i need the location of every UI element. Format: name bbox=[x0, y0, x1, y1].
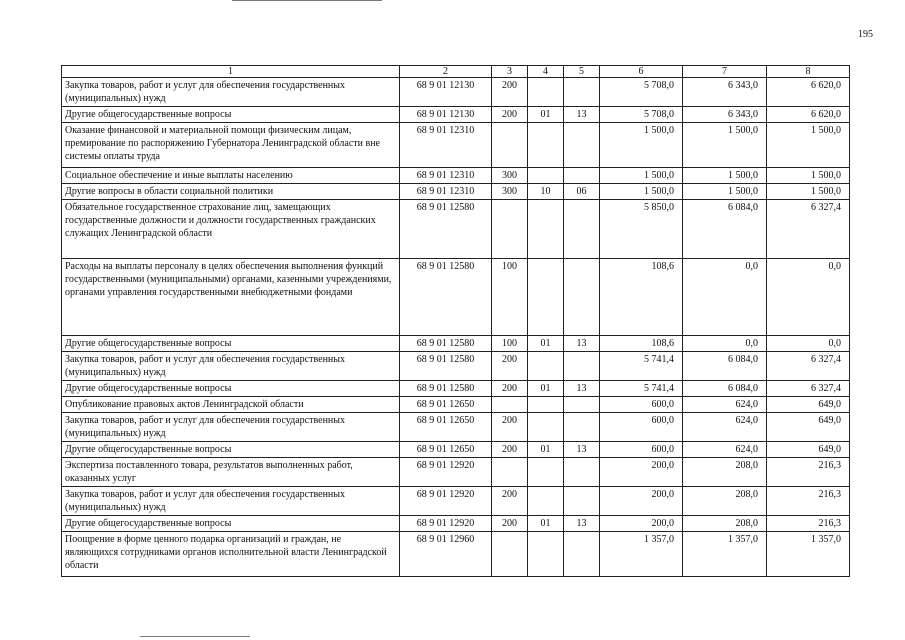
row-amount-col7: 208,0 bbox=[683, 458, 767, 487]
row-expense-type bbox=[492, 200, 528, 259]
row-description: Опубликование правовых актов Ленинградской области bbox=[62, 397, 400, 413]
row-expense-type: 300 bbox=[492, 168, 528, 184]
row-amount-col8: 0,0 bbox=[767, 259, 850, 336]
row-amount-col7: 208,0 bbox=[683, 516, 767, 532]
row-expense-type: 300 bbox=[492, 184, 528, 200]
row-subsection bbox=[564, 397, 600, 413]
row-amount-col6: 1 500,0 bbox=[600, 168, 683, 184]
col-header-5: 5 bbox=[564, 66, 600, 78]
row-subsection bbox=[564, 168, 600, 184]
row-target-code: 68 9 01 12310 bbox=[400, 123, 492, 168]
table-row bbox=[62, 184, 850, 200]
row-target-code: 68 9 01 12960 bbox=[400, 532, 492, 577]
col-header-7: 7 bbox=[683, 66, 767, 78]
row-subsection: 13 bbox=[564, 336, 600, 352]
row-expense-type: 200 bbox=[492, 413, 528, 442]
row-description: Поощрение в форме ценного подарка организаций и граждан, не являющихся сотрудниками органов исполнительной власти Ленинградской области bbox=[62, 532, 400, 577]
row-amount-col7: 6 084,0 bbox=[683, 381, 767, 397]
row-section bbox=[528, 168, 564, 184]
row-description: Обязательное государственное страхование лиц, замещающих государственные должности и должности государственных гражданских служащих Ленинградской области bbox=[62, 200, 400, 259]
row-description: Расходы на выплаты персоналу в целях обеспечения выполнения функций государственными (муниципальными) органами, казенными учреждениями, органами управления государственными внебюджетными фондами bbox=[62, 259, 400, 336]
row-amount-col6: 200,0 bbox=[600, 516, 683, 532]
row-description: Экспертиза поставленного товара, результатов выполненных работ, оказанных услуг bbox=[62, 458, 400, 487]
row-target-code: 68 9 01 12130 bbox=[400, 78, 492, 107]
row-section: 01 bbox=[528, 107, 564, 123]
row-amount-col7: 6 343,0 bbox=[683, 107, 767, 123]
row-subsection bbox=[564, 413, 600, 442]
row-section bbox=[528, 532, 564, 577]
row-expense-type: 200 bbox=[492, 381, 528, 397]
row-expense-type: 200 bbox=[492, 442, 528, 458]
row-target-code: 68 9 01 12130 bbox=[400, 107, 492, 123]
row-amount-col7: 208,0 bbox=[683, 487, 767, 516]
row-subsection bbox=[564, 259, 600, 336]
row-description: Социальное обеспечение и иные выплаты населению bbox=[62, 168, 400, 184]
row-subsection: 13 bbox=[564, 442, 600, 458]
row-section bbox=[528, 458, 564, 487]
row-target-code: 68 9 01 12580 bbox=[400, 336, 492, 352]
row-amount-col8: 649,0 bbox=[767, 397, 850, 413]
col-header-8: 8 bbox=[767, 66, 850, 78]
col-header-4: 4 bbox=[528, 66, 564, 78]
row-amount-col8: 6 327,4 bbox=[767, 200, 850, 259]
col-header-6: 6 bbox=[600, 66, 683, 78]
row-amount-col7: 6 084,0 bbox=[683, 352, 767, 381]
row-target-code: 68 9 01 12580 bbox=[400, 200, 492, 259]
row-expense-type: 200 bbox=[492, 487, 528, 516]
row-expense-type: 100 bbox=[492, 336, 528, 352]
row-expense-type: 100 bbox=[492, 259, 528, 336]
row-amount-col6: 5 850,0 bbox=[600, 200, 683, 259]
row-expense-type bbox=[492, 458, 528, 487]
row-amount-col8: 216,3 bbox=[767, 516, 850, 532]
row-amount-col6: 1 500,0 bbox=[600, 184, 683, 200]
row-description: Другие вопросы в области социальной политики bbox=[62, 184, 400, 200]
row-target-code: 68 9 01 12920 bbox=[400, 516, 492, 532]
row-subsection bbox=[564, 487, 600, 516]
row-amount-col8: 216,3 bbox=[767, 487, 850, 516]
table-row bbox=[62, 487, 850, 516]
row-description: Другие общегосударственные вопросы bbox=[62, 442, 400, 458]
row-amount-col7: 624,0 bbox=[683, 442, 767, 458]
row-expense-type bbox=[492, 123, 528, 168]
col-header-3: 3 bbox=[492, 66, 528, 78]
row-expense-type: 200 bbox=[492, 516, 528, 532]
row-subsection bbox=[564, 352, 600, 381]
row-amount-col6: 5 741,4 bbox=[600, 381, 683, 397]
table-row bbox=[62, 397, 850, 413]
row-expense-type: 200 bbox=[492, 352, 528, 381]
row-description: Другие общегосударственные вопросы bbox=[62, 516, 400, 532]
row-amount-col7: 6 084,0 bbox=[683, 200, 767, 259]
row-amount-col7: 0,0 bbox=[683, 259, 767, 336]
row-amount-col8: 1 357,0 bbox=[767, 532, 850, 577]
row-target-code: 68 9 01 12580 bbox=[400, 381, 492, 397]
table-row bbox=[62, 107, 850, 123]
row-amount-col6: 5 741,4 bbox=[600, 352, 683, 381]
table-row bbox=[62, 200, 850, 259]
row-amount-col8: 1 500,0 bbox=[767, 168, 850, 184]
row-target-code: 68 9 01 12580 bbox=[400, 259, 492, 336]
row-expense-type bbox=[492, 397, 528, 413]
row-amount-col8: 6 327,4 bbox=[767, 381, 850, 397]
row-amount-col8: 6 620,0 bbox=[767, 78, 850, 107]
top-edge-rule bbox=[232, 0, 382, 1]
row-section bbox=[528, 123, 564, 168]
row-subsection: 06 bbox=[564, 184, 600, 200]
col-header-2: 2 bbox=[400, 66, 492, 78]
row-description: Закупка товаров, работ и услуг для обеспечения государственных (муниципальных) нужд bbox=[62, 413, 400, 442]
row-subsection: 13 bbox=[564, 107, 600, 123]
row-subsection: 13 bbox=[564, 516, 600, 532]
row-amount-col6: 200,0 bbox=[600, 487, 683, 516]
row-amount-col7: 1 500,0 bbox=[683, 168, 767, 184]
row-section bbox=[528, 487, 564, 516]
row-section: 01 bbox=[528, 442, 564, 458]
row-target-code: 68 9 01 12310 bbox=[400, 184, 492, 200]
row-target-code: 68 9 01 12650 bbox=[400, 442, 492, 458]
row-section bbox=[528, 397, 564, 413]
row-amount-col7: 1 500,0 bbox=[683, 123, 767, 168]
row-target-code: 68 9 01 12310 bbox=[400, 168, 492, 184]
table-row bbox=[62, 259, 850, 336]
row-amount-col6: 1 500,0 bbox=[600, 123, 683, 168]
col-header-1: 1 bbox=[62, 66, 400, 78]
row-subsection bbox=[564, 532, 600, 577]
row-section: 01 bbox=[528, 381, 564, 397]
row-subsection bbox=[564, 458, 600, 487]
row-subsection bbox=[564, 123, 600, 168]
row-target-code: 68 9 01 12650 bbox=[400, 413, 492, 442]
table-row bbox=[62, 442, 850, 458]
row-amount-col8: 0,0 bbox=[767, 336, 850, 352]
row-subsection bbox=[564, 78, 600, 107]
row-amount-col6: 600,0 bbox=[600, 397, 683, 413]
row-amount-col6: 600,0 bbox=[600, 413, 683, 442]
row-amount-col6: 200,0 bbox=[600, 458, 683, 487]
row-description: Закупка товаров, работ и услуг для обеспечения государственных (муниципальных) нужд bbox=[62, 78, 400, 107]
row-expense-type: 200 bbox=[492, 107, 528, 123]
row-section bbox=[528, 259, 564, 336]
table-row bbox=[62, 336, 850, 352]
table-row bbox=[62, 532, 850, 577]
row-amount-col7: 6 343,0 bbox=[683, 78, 767, 107]
row-description: Другие общегосударственные вопросы bbox=[62, 336, 400, 352]
row-amount-col7: 1 500,0 bbox=[683, 184, 767, 200]
row-description: Закупка товаров, работ и услуг для обеспечения государственных (муниципальных) нужд bbox=[62, 487, 400, 516]
row-target-code: 68 9 01 12920 bbox=[400, 487, 492, 516]
row-amount-col8: 6 327,4 bbox=[767, 352, 850, 381]
row-amount-col7: 624,0 bbox=[683, 413, 767, 442]
table-row bbox=[62, 381, 850, 397]
row-amount-col8: 6 620,0 bbox=[767, 107, 850, 123]
row-description: Закупка товаров, работ и услуг для обеспечения государственных (муниципальных) нужд bbox=[62, 352, 400, 381]
page-number: 195 bbox=[858, 29, 873, 40]
row-amount-col6: 600,0 bbox=[600, 442, 683, 458]
table-row bbox=[62, 516, 850, 532]
row-subsection bbox=[564, 200, 600, 259]
row-amount-col6: 1 357,0 bbox=[600, 532, 683, 577]
row-amount-col6: 5 708,0 bbox=[600, 78, 683, 107]
table-row bbox=[62, 413, 850, 442]
row-section: 01 bbox=[528, 516, 564, 532]
table-row bbox=[62, 78, 850, 107]
row-expense-type bbox=[492, 532, 528, 577]
row-subsection: 13 bbox=[564, 381, 600, 397]
table-body bbox=[62, 78, 850, 577]
row-amount-col8: 649,0 bbox=[767, 442, 850, 458]
row-section bbox=[528, 413, 564, 442]
table-row bbox=[62, 458, 850, 487]
row-target-code: 68 9 01 12920 bbox=[400, 458, 492, 487]
row-amount-col7: 0,0 bbox=[683, 336, 767, 352]
row-amount-col6: 108,6 bbox=[600, 259, 683, 336]
row-section: 10 bbox=[528, 184, 564, 200]
row-description: Другие общегосударственные вопросы bbox=[62, 107, 400, 123]
budget-table bbox=[61, 65, 850, 577]
row-target-code: 68 9 01 12650 bbox=[400, 397, 492, 413]
table-row bbox=[62, 123, 850, 168]
row-section bbox=[528, 200, 564, 259]
row-amount-col8: 216,3 bbox=[767, 458, 850, 487]
row-description: Оказание финансовой и материальной помощи физическим лицам, премирование по распоряжению Губернатора Ленинградской области вне системы оплаты труда bbox=[62, 123, 400, 168]
row-section: 01 bbox=[528, 336, 564, 352]
bottom-edge-rule bbox=[140, 636, 250, 637]
row-description: Другие общегосударственные вопросы bbox=[62, 381, 400, 397]
row-amount-col8: 1 500,0 bbox=[767, 123, 850, 168]
row-target-code: 68 9 01 12580 bbox=[400, 352, 492, 381]
table-row bbox=[62, 168, 850, 184]
row-expense-type: 200 bbox=[492, 78, 528, 107]
header-row bbox=[62, 66, 850, 78]
row-section bbox=[528, 352, 564, 381]
row-amount-col8: 649,0 bbox=[767, 413, 850, 442]
row-section bbox=[528, 78, 564, 107]
row-amount-col7: 624,0 bbox=[683, 397, 767, 413]
row-amount-col6: 108,6 bbox=[600, 336, 683, 352]
row-amount-col8: 1 500,0 bbox=[767, 184, 850, 200]
row-amount-col7: 1 357,0 bbox=[683, 532, 767, 577]
row-amount-col6: 5 708,0 bbox=[600, 107, 683, 123]
table-row bbox=[62, 352, 850, 381]
